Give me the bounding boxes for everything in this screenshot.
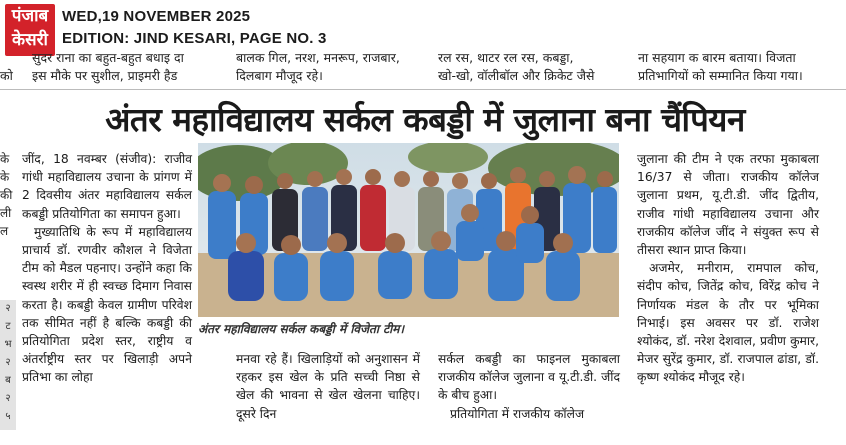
prev-story-fragment: को <box>0 68 13 83</box>
paragraph: प्रतियोगिता में राजकीय कॉलेज <box>450 406 585 421</box>
article-headline: अंतर महाविद्यालय सर्कल कबड्डी में जुलाना बना चैंपियन <box>105 100 745 139</box>
adjacent-story-strip: के के की ली ल <box>0 152 13 238</box>
publication-date: WED,19 NOVEMBER 2025 <box>62 8 251 25</box>
article-column-3 <box>438 350 620 423</box>
team-photo <box>198 143 619 317</box>
paragraph: अजमेर, मनीराम, रामपाल कोच, संदीप कोच, जितेंद्र कोच, विरेंद्र कोच ने निर्णायक मंडल के तौर पर भूमिका निभाई। इस अवसर पर डॉ. राजेश श्योकंद, डॉ. नरेश देशवाल, प्रवीण कुमार, मेजर सुरेंद्र कुमार, डॉ. राजपाल ढांडा, डॉ. कृष्ण श्योकंद मौजूद रहे। <box>637 261 819 385</box>
article-column-4 <box>637 150 819 387</box>
adjacent-box: २ ट भ २ ब २ ५ <box>0 300 16 430</box>
prev-story-col3: रल रस, थाटर रल रस, कबड्डा, खो-खो, वॉलीबॉल और क्रिकेट जैसे <box>438 50 595 83</box>
paragraph: मनवा रहे हैं। खिलाड़ियों को अनुशासन में रहकर इस खेल के प्रति सच्ची निष्ठा से खेल की भावना से खेल खेलना चाहिए। दूसरे दिन <box>236 352 420 421</box>
dateline-paragraph: जींद, 18 नवम्बर (संजीव): राजीव गांधी महाविद्यालय उचाना के प्रांगण में 2 दिवसीय अंतर महाविद्यालय सर्कल कबड्डी प्रतियोगिता का समापन हुआ। <box>22 152 192 221</box>
paragraph: जुलाना की टीम ने एक तरफा मुकाबला 16/37 से जीता। राजकीय कॉलेज जुलाना प्रथम, यू.टी.डी. जींद द्वितीय, राजीव गांधी महाविद्यालय उचाना और राजकीय कॉलेज जींद ने संयुक्त रूप से तीसरा स्थान प्राप्त किया। <box>637 152 819 258</box>
prev-story-col1: सुदर राना का बहुत-बहुत बधाइ दा इस मौके पर सुशील, प्राइमरी हैड <box>32 50 184 83</box>
photo-caption: अंतर महाविद्यालय सर्कल कबड्डी में विजेता टीम। <box>198 322 405 336</box>
paragraph: सर्कल कबड्डी का फाइनल मुकाबला राजकीय कॉलेज जुलाना व यू.टी.डी. जींद के बीच हुआ। <box>438 352 620 403</box>
section-divider <box>0 89 846 90</box>
logo-line-1: पंजाब <box>11 6 49 26</box>
prev-story-col4: ना सहयाग क बारम बताया। विजता प्रतिभागियों को सम्मानित किया गया। <box>638 50 803 83</box>
edition-info: EDITION: JIND KESARI, PAGE NO. 3 <box>62 30 327 47</box>
prev-story-col2: बालक गिल, नरश, मनरूप, राजबार, दिलबाग मौजूद रहे। <box>236 50 400 83</box>
article-column-1 <box>22 150 192 387</box>
paragraph: मुख्यातिथि के रूप में महाविद्यालय प्राचार्य डॉ. रणवीर कौशल ने विजेता टीम को मैडल पहनाए। उन्होंने कहा कि स्वस्थ शरीर में ही स्वच्छ दिमाग निवास करता है। कबड्डी केवल ग्रामीण परिवेश तक सीमित नहीं है बल्कि कबड्डी की प्रतियोगिता प्रदेश स्तर, राष्ट्रीय व अंतर्राष्ट्रीय स्तर पर खिलाड़ी अपने प्रतिभा का लोहा <box>22 224 192 385</box>
logo-line-2: केसरी <box>12 30 48 50</box>
article-column-2 <box>236 350 420 423</box>
